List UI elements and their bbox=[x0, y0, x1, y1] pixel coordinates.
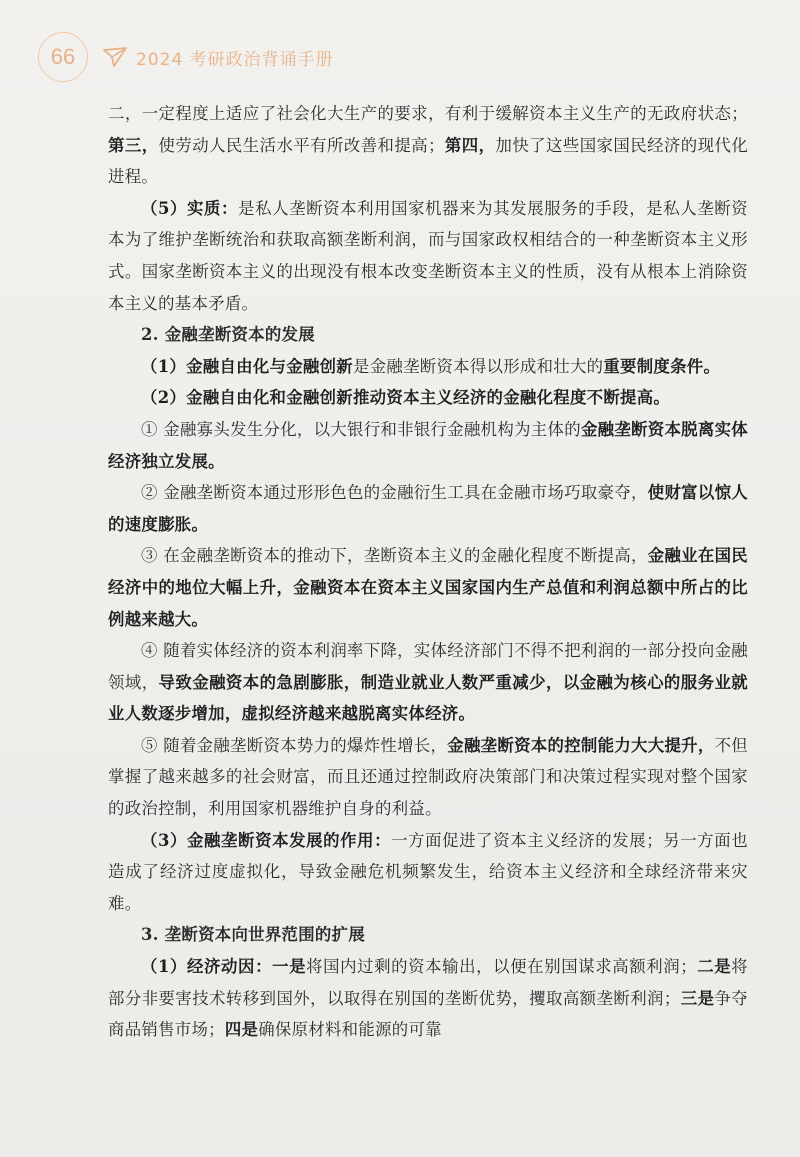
bold-text: （3）金融垄断资本发展的作用： bbox=[141, 830, 392, 850]
text: 一方面促进了资本主义经济的发展；另一方面也造成了经济过度虚拟化，导致金融危机频繁发生，给资本主义经济和全球经济带来灾难。 bbox=[108, 830, 748, 913]
bold-text: （1）经济动因： bbox=[141, 957, 273, 977]
text: ① 金融寡头发生分化，以大银行和非银行金融机构为主体的 bbox=[141, 419, 581, 439]
bold-text: 四是 bbox=[224, 1020, 259, 1040]
text: 将国内过剩的资本输出，以便在别国谋求高额利润； bbox=[306, 957, 697, 977]
bold-text: 使财富以惊人的速度膨胀。 bbox=[108, 483, 748, 534]
text: 不但掌握了越来越多的社会财富，而且还通过控制政府决策部门和决策过程实现对整个国家的政治控制，利用国家机器维护自身的利益。 bbox=[108, 735, 748, 819]
text: 二，一定程度上适应了社会化大生产的要求，有利于缓解资本主义生产的无政府状态； bbox=[108, 104, 748, 123]
paragraph bbox=[108, 730, 748, 825]
paper-plane-icon bbox=[102, 44, 128, 70]
text: 确保原材料和能源的可靠 bbox=[258, 1020, 442, 1040]
bold-text: 金融业在国民经济中的地位大幅上升，金融资本在资本主义国家国内生产总值和利润总额中所占的比例越来越大。 bbox=[108, 546, 748, 629]
bold-text: 三是 bbox=[680, 988, 715, 1008]
section-heading: 2. 金融垄断资本的发展 bbox=[141, 325, 315, 345]
text: ③ 在金融垄断资本的推动下，垄断资本主义的金融化程度不断提高， bbox=[141, 546, 648, 566]
bold-text: 导致金融资本的急剧膨胀，制造业就业人数严重减少，以金融为核心的服务业就业人数逐步增加，虚拟经济越来越脱离实体经济。 bbox=[108, 672, 748, 724]
paragraph bbox=[108, 382, 748, 414]
paragraph bbox=[108, 635, 748, 730]
text: 使劳动人民生活水平有所改善和提高； bbox=[158, 135, 445, 155]
bold-text: 金融垄断资本的控制能力大大提升， bbox=[447, 735, 715, 755]
paragraph bbox=[108, 98, 748, 193]
bold-text: （5）实质： bbox=[141, 198, 239, 218]
paragraph bbox=[108, 951, 748, 1046]
paragraph bbox=[108, 414, 748, 477]
text: ④ 随着实体经济的资本利润率下降，实体经济部门不得不把利润的一部分投向金融领域， bbox=[108, 641, 748, 692]
paragraph bbox=[108, 351, 748, 383]
bold-text: 第四， bbox=[444, 135, 496, 155]
bold-text: （1）金融自由化与金融创新 bbox=[141, 356, 353, 376]
text: 争夺商品销售市场； bbox=[108, 988, 748, 1040]
text: ⑤ 随着金融垄断资本势力的爆炸性增长， bbox=[141, 735, 448, 755]
paragraph bbox=[108, 825, 748, 920]
text: 是金融垄断资本得以形成和壮大的 bbox=[353, 356, 604, 376]
section-heading: 3. 垄断资本向世界范围的扩展 bbox=[141, 925, 366, 945]
text: 加快了这些国家国民经济的现代化进程。 bbox=[108, 135, 749, 187]
text: 是私人垄断资本利用国家机器来为其发展服务的手段，是私人垄断资本为了维护垄断统治和获取高额垄断利润，而与国家政权相结合的一种垄断资本主义形式。国家垄断资本主义的出现没有根本改变垄断资本主义的性质，没有从根本上消除资本主义的基本矛盾。 bbox=[108, 198, 748, 313]
bold-text: （2）金融自由化和金融创新推动资本主义经济的金融化程度不断提高。 bbox=[141, 388, 671, 408]
bold-text: 金融垄断资本脱离实体经济独立发展。 bbox=[108, 419, 748, 471]
bold-text: 一是 bbox=[272, 957, 307, 977]
text: ② 金融垄断资本通过形形色色的金融衍生工具在金融市场巧取豪夺， bbox=[141, 483, 648, 503]
text: 将部分非要害技术转移到国外，以取得在别国的垄断优势，攫取高额垄断利润； bbox=[108, 957, 748, 1008]
page-number: 66 bbox=[38, 32, 88, 82]
paragraph bbox=[108, 193, 748, 319]
book-title: 2024 考研政治背诵手册 bbox=[136, 49, 334, 70]
bold-text: 第三， bbox=[108, 135, 159, 155]
paragraph bbox=[108, 477, 748, 540]
page-body bbox=[108, 98, 748, 1046]
bold-text: 二是 bbox=[696, 957, 732, 977]
paragraph bbox=[108, 540, 748, 635]
bold-text: 重要制度条件。 bbox=[603, 356, 721, 376]
page-header bbox=[38, 32, 334, 82]
